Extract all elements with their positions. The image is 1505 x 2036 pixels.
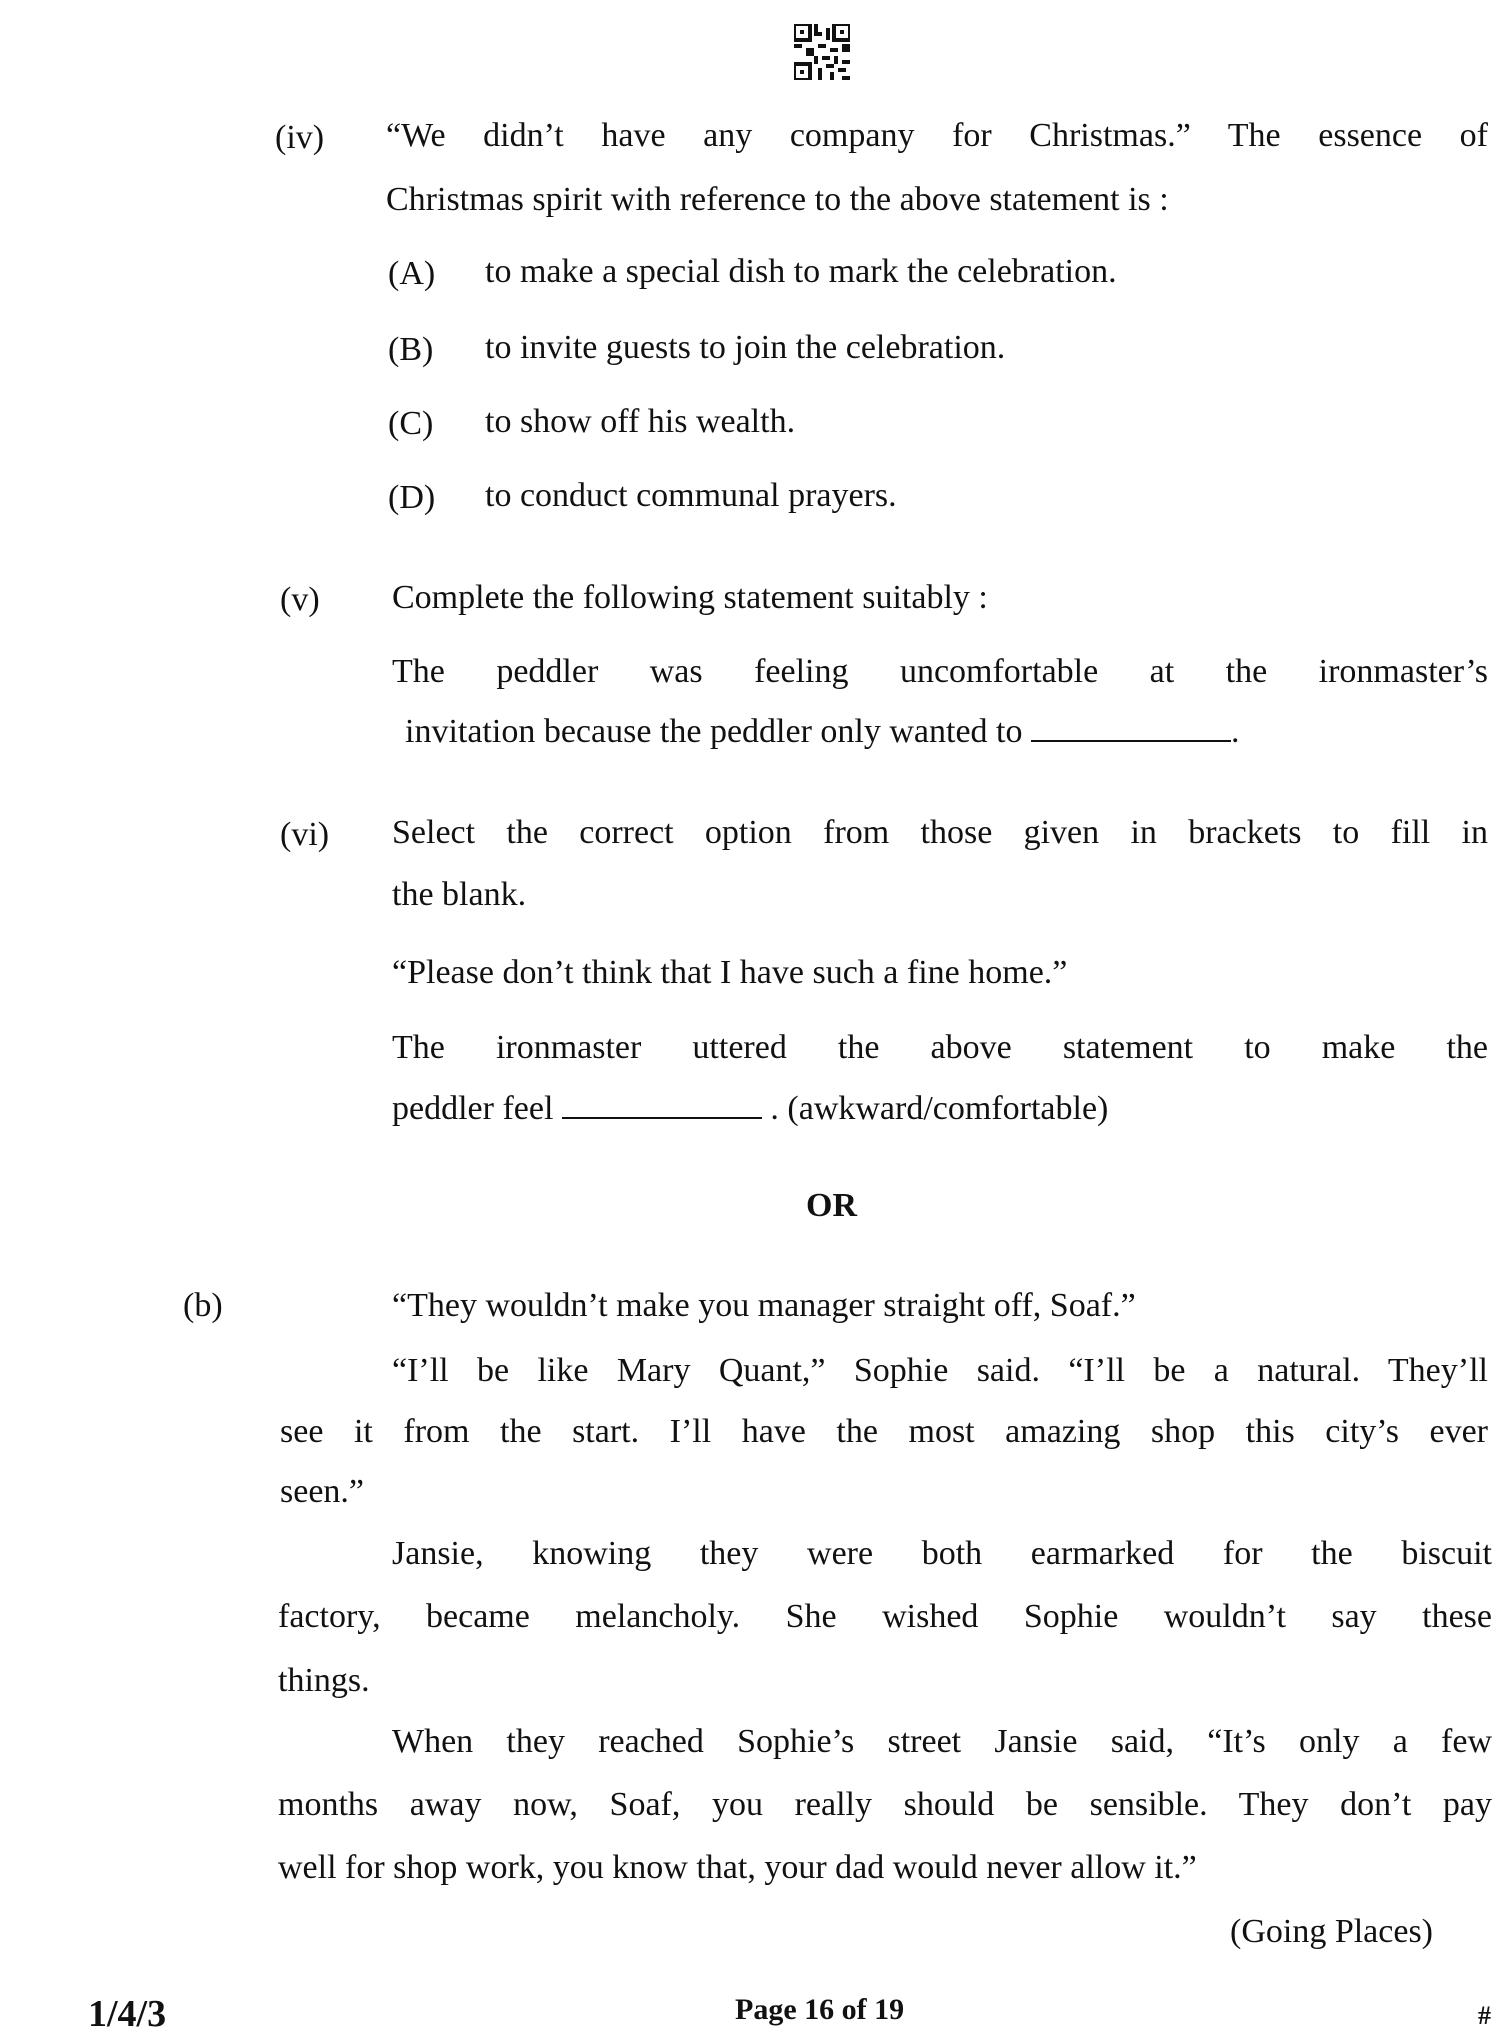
question-label: (v)	[280, 581, 320, 618]
passage-line: When they reached Sophie’s street Jansie said, “It’s only a few	[392, 1723, 1492, 1760]
option-text: to make a special dish to mark the celebration.	[485, 253, 1117, 290]
passage-line: things.	[278, 1662, 370, 1699]
or-heading: OR	[806, 1187, 857, 1224]
option-text: to conduct communal prayers.	[485, 477, 897, 514]
option-key: (D)	[388, 479, 436, 516]
option-text: to invite guests to join the celebration.	[485, 329, 1006, 366]
answer-blank	[1031, 714, 1231, 742]
question-label: (iv)	[275, 119, 325, 156]
question-label: (b)	[183, 1287, 223, 1324]
question-text: Christmas spirit with reference to the above statement is :	[386, 181, 1169, 218]
footer-mark: #	[1478, 2001, 1491, 2030]
option-key: (C)	[388, 405, 434, 442]
passage-line: months away now, Soaf, you really should be sensible. They don’t pay	[278, 1786, 1492, 1823]
question-text	[405, 712, 1239, 752]
option-key: (A)	[388, 255, 436, 292]
page-number: Page 16 of 19	[735, 1993, 905, 2026]
paper-code: 1/4/3	[88, 1993, 167, 2035]
question-text: peddler feel	[392, 1090, 554, 1127]
passage-line: well for shop work, you know that, your dad would never allow it.”	[278, 1849, 1197, 1886]
question-text: . (awkward/comfortable)	[770, 1090, 1109, 1127]
question-text: Select the correct option from those given in brackets to fill in	[392, 814, 1488, 851]
option-key: (B)	[388, 331, 434, 368]
passage-line: see it from the start. I’ll have the most amazing shop this city’s ever	[280, 1413, 1488, 1450]
qr-code-icon	[794, 24, 850, 80]
passage-line: “They wouldn’t make you manager straight off, Soaf.”	[392, 1287, 1136, 1324]
period: .	[1230, 713, 1240, 750]
passage-line: “I’ll be like Mary Quant,” Sophie said. “I’ll be a natural. They’ll	[392, 1352, 1488, 1389]
passage-line: Jansie, knowing they were both earmarked for the biscuit	[392, 1535, 1492, 1572]
question-text: invitation because the peddler only wanted to	[405, 713, 1023, 750]
option-text: to show off his wealth.	[485, 403, 796, 440]
question-text: Complete the following statement suitably :	[392, 579, 988, 616]
answer-blank	[562, 1091, 762, 1119]
question-text: “We didn’t have any company for Christmas.” The essence of	[386, 117, 1488, 154]
question-text	[392, 1089, 1108, 1129]
question-text: the blank.	[392, 876, 527, 913]
passage-line: seen.”	[280, 1473, 365, 1510]
question-text: The peddler was feeling uncomfortable at the ironmaster’s	[392, 653, 1488, 690]
question-label: (vi)	[280, 816, 330, 853]
question-text: The ironmaster uttered the above statement to make the	[392, 1029, 1488, 1066]
passage-source: (Going Places)	[1230, 1913, 1434, 1950]
quote-text: “Please don’t think that I have such a fine home.”	[392, 954, 1068, 991]
passage-line: factory, became melancholy. She wished Sophie wouldn’t say these	[278, 1598, 1492, 1635]
